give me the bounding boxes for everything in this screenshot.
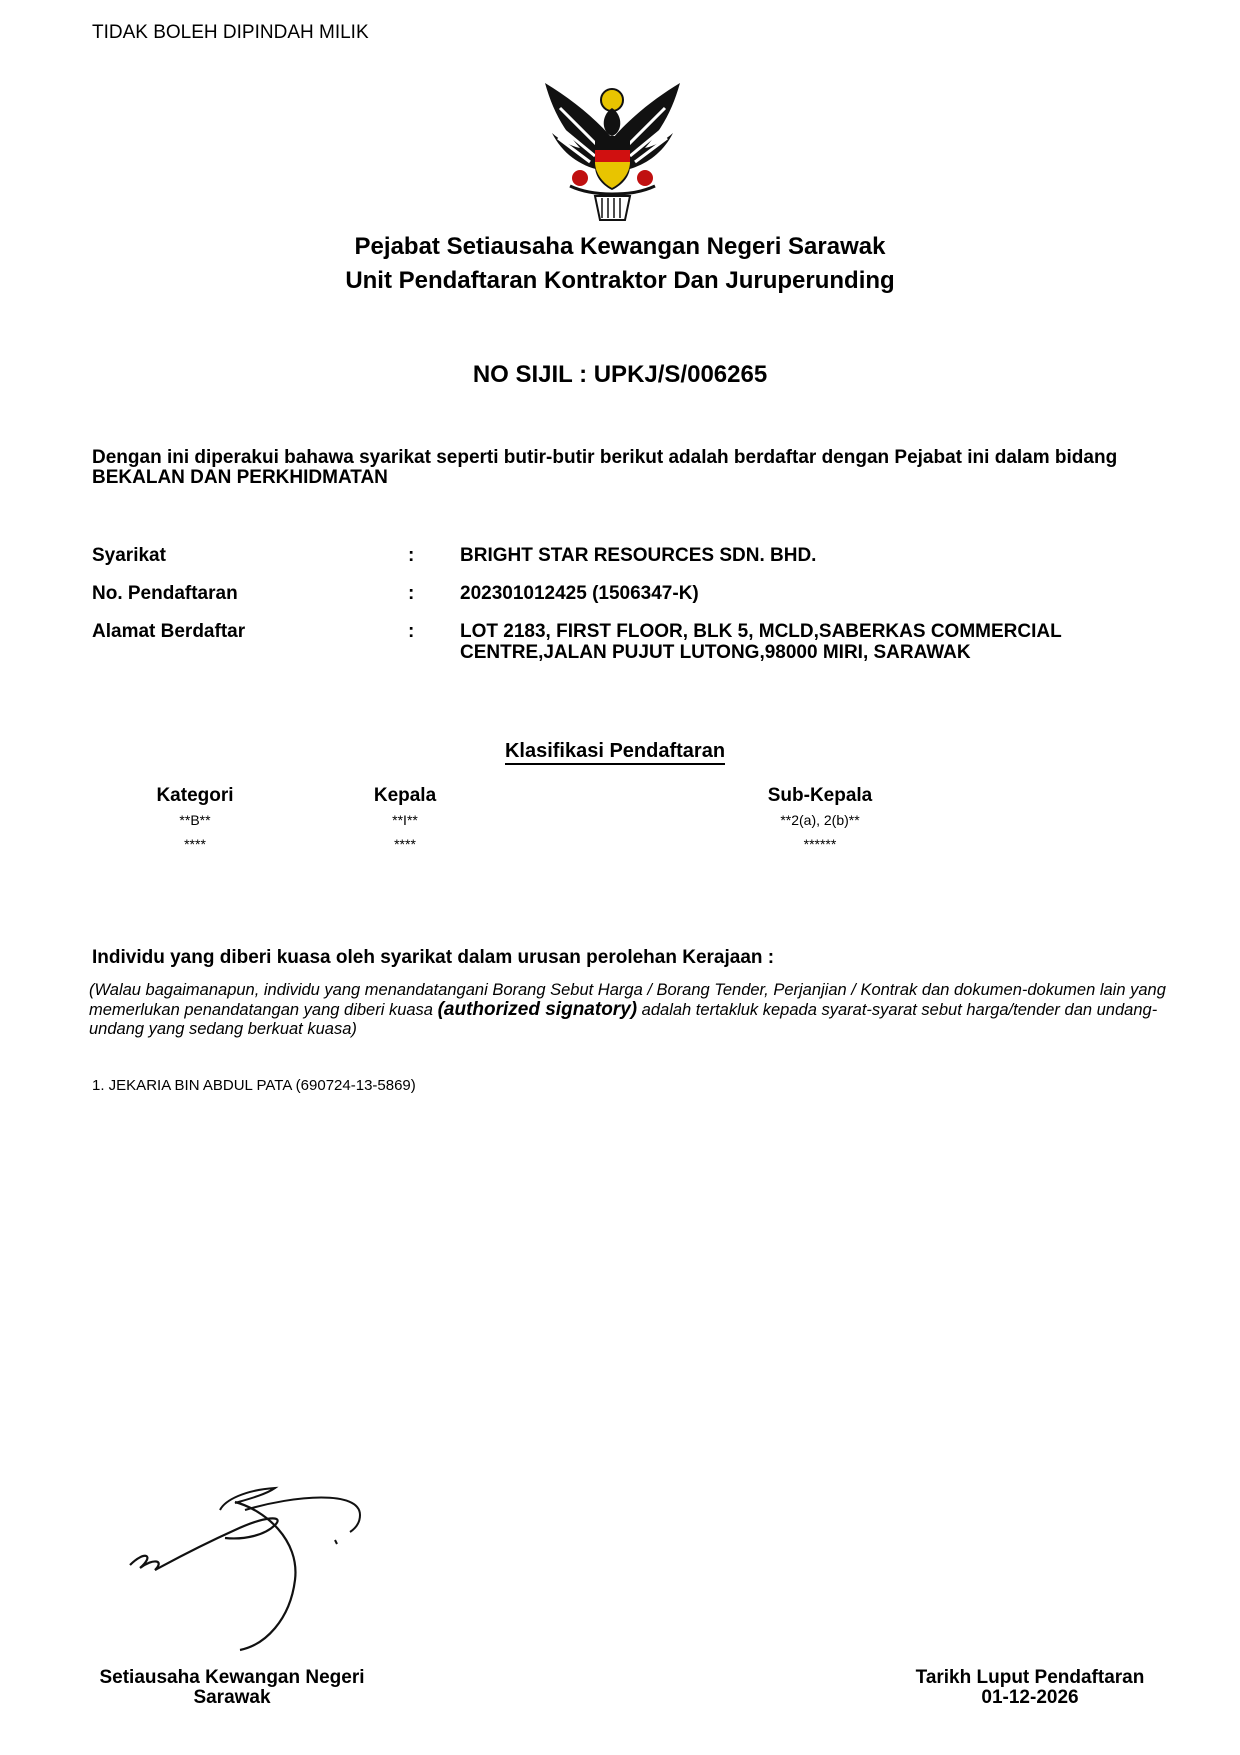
category-header: Kategori [156, 785, 234, 806]
authorized-note: (Walau bagaimanapun, individu yang menandatangani Borang Sebut Harga / Borang Tender, Perjanjian / Kontrak dan dokumen-dokumen lain yang memerlukan penandatangan yang diberi kuasa (authorized signatory) adalah tertakluk kepada syarat-syarat sebut harga/tender dan undang-undang yang sedang berkuat kuasa) [89, 981, 1166, 1038]
non-transferable-note: TIDAK BOLEH DIPINDAH MILIK [92, 22, 369, 43]
head-header: Kepala [373, 785, 437, 806]
address-value: LOT 2183, FIRST FLOOR, BLK 5, MCLD,SABERKAS COMMERCIAL CENTRE,JALAN PUJUT LUTONG,98000 MIRI, SARAWAK [460, 621, 1062, 663]
subhead-value: **2(a), 2(b)** [780, 812, 860, 828]
subhead-header: Sub-Kepala [767, 785, 873, 806]
declaration-field: BEKALAN DAN PERKHIDMATAN [92, 467, 388, 488]
expiry-date: 01-12-2026 [981, 1687, 1079, 1708]
address-label: Alamat Berdaftar [92, 621, 246, 642]
declaration-text: Dengan ini diperakui bahawa syarikat seperti butir-butir berikut adalah berdaftar dengan Pejabat ini dalam bidang BEKALAN DAN PERKHIDMATAN [92, 447, 1118, 488]
office-title: Pejabat Setiausaha Kewangan Negeri Sarawak [354, 233, 886, 260]
category-value: **** [184, 836, 206, 852]
signature-image [125, 1470, 425, 1670]
expiry-label: Tarikh Luput Pendaftaran [915, 1667, 1145, 1688]
category-value: **B** [179, 812, 211, 828]
head-value: **I** [392, 812, 418, 828]
unit-title: Unit Pendaftaran Kontraktor Dan Juruperunding [345, 267, 895, 294]
certificate-number: NO SIJIL : UPKJ/S/006265 [472, 361, 768, 388]
authorized-signatory-term: (authorized signatory) [437, 999, 638, 1020]
signer-item: 1. JEKARIA BIN ABDUL PATA (690724-13-5869) [92, 1077, 416, 1094]
expiry-block [880, 1668, 1180, 1708]
head-value: **** [394, 836, 416, 852]
classification-title: Klasifikasi Pendaftaran [0, 740, 1230, 763]
subhead-value: ****** [803, 836, 837, 852]
company-value: BRIGHT STAR RESOURCES SDN. BHD. [460, 545, 817, 566]
company-colon: : [408, 545, 415, 566]
registration-no-colon: : [408, 583, 415, 604]
signatory-title: Setiausaha Kewangan Negeri Sarawak [99, 1667, 365, 1708]
address-colon: : [408, 621, 415, 642]
registration-no-value: 202301012425 (1506347-K) [460, 583, 699, 604]
company-label: Syarikat [92, 545, 166, 566]
authorized-title: Individu yang diberi kuasa oleh syarikat dalam urusan perolehan Kerajaan : [92, 947, 775, 968]
sarawak-coat-of-arms-icon [540, 78, 685, 223]
registration-no-label: No. Pendaftaran [92, 583, 238, 604]
